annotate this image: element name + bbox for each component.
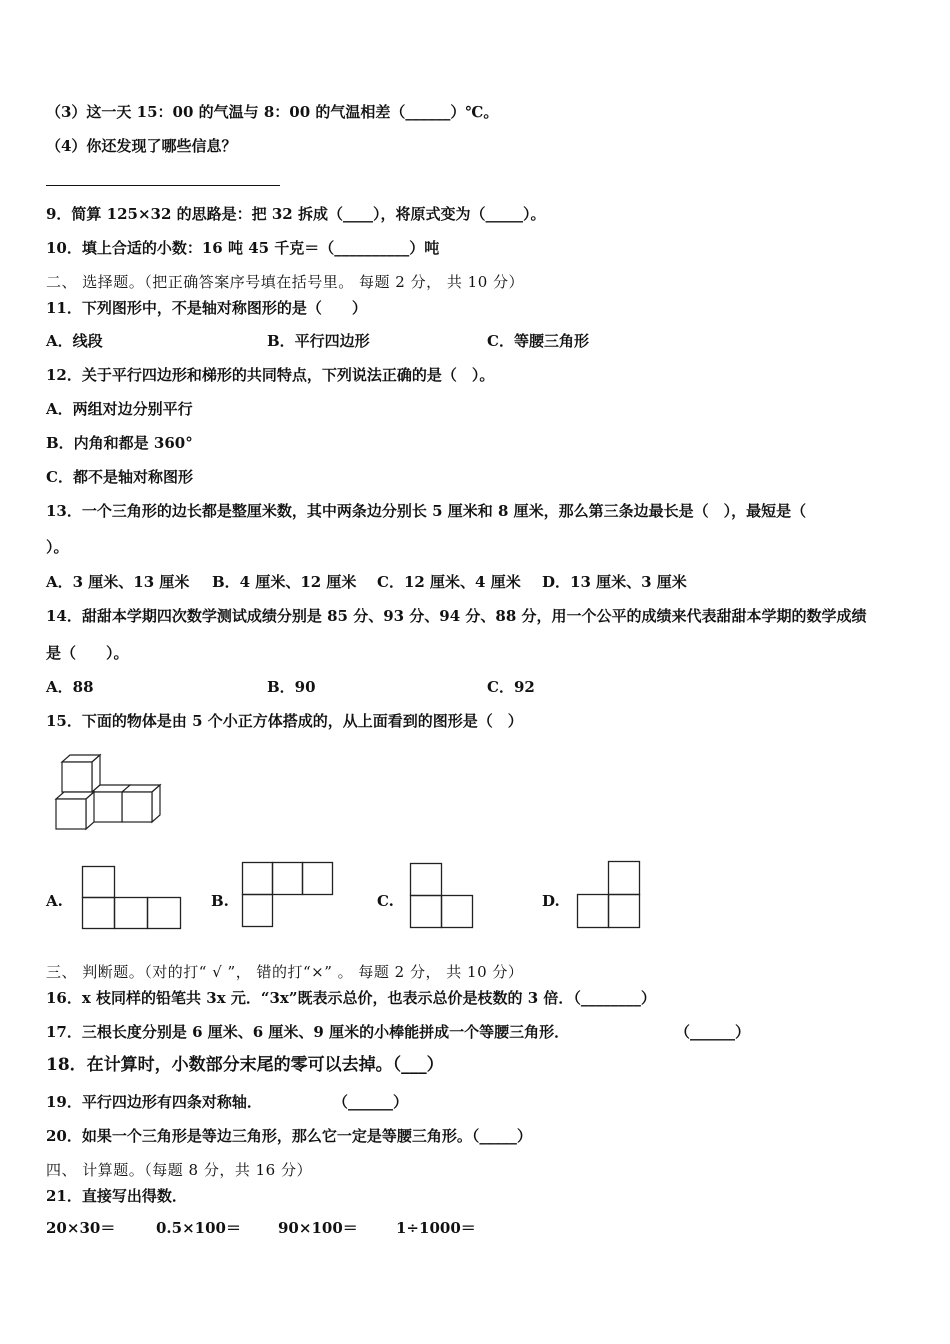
q15-option-b-label: B. bbox=[211, 892, 229, 910]
q21-item-1: 20×30＝ bbox=[46, 1219, 116, 1237]
q19-answer-blank: （______） bbox=[333, 1093, 409, 1111]
q21-item-2: 0.5×100＝ bbox=[156, 1219, 241, 1237]
cube-stack-figure bbox=[50, 752, 165, 832]
q15-option-d-label: D. bbox=[542, 892, 560, 910]
question-14-cont: 是（ ）。 bbox=[46, 644, 129, 662]
question-13: 13．一个三角形的边长都是整厘米数，其中两条边分别长 5 厘米和 8 厘米，那么第三条边最长是（ ），最短是（ bbox=[46, 502, 807, 520]
q8-part4: （4）你还发现了哪些信息？ bbox=[46, 137, 237, 155]
question-15: 15．下面的物体是由 5 个小正方体搭成的，从上面看到的图形是（ ） bbox=[46, 712, 523, 730]
q11-option-a: A．线段 bbox=[46, 332, 103, 350]
q15-option-b-figure bbox=[242, 862, 334, 928]
q14-option-c: C．92 bbox=[487, 678, 535, 696]
q11-option-b: B．平行四边形 bbox=[267, 332, 370, 350]
q15-option-a-label: A. bbox=[46, 892, 63, 910]
q21-item-3: 90×100＝ bbox=[278, 1219, 358, 1237]
section-2-heading: 二、 选择题。（把正确答案序号填在括号里。 每题 2 分， 共 10 分） bbox=[46, 273, 525, 291]
q13-option-c: C．12 厘米、4 厘米 bbox=[377, 573, 521, 591]
q8-part3: （3）这一天 15：00 的气温与 8：00 的气温相差（______）℃。 bbox=[46, 103, 499, 121]
question-16: 16．x 枝同样的铅笔共 3x 元．“3x”既表示总价，也表示总价是枝数的 3 倍．（________） bbox=[46, 989, 656, 1007]
q13-option-b: B．4 厘米、12 厘米 bbox=[212, 573, 357, 591]
q12-option-c: C．都不是轴对称图形 bbox=[46, 468, 193, 486]
q12-option-b: B．内角和都是 360° bbox=[46, 434, 193, 452]
q14-option-a: A．88 bbox=[46, 678, 94, 696]
question-20: 20．如果一个三角形是等边三角形，那么它一定是等腰三角形。（_____） bbox=[46, 1127, 532, 1145]
q15-option-c-figure bbox=[410, 863, 476, 929]
question-12: 12．关于平行四边形和梯形的共同特点，下列说法正确的是（ ）。 bbox=[46, 366, 495, 384]
question-19: 19．平行四边形有四条对称轴． bbox=[46, 1093, 262, 1111]
q12-option-a: A．两组对边分别平行 bbox=[46, 400, 193, 418]
question-11: 11．下列图形中，不是轴对称图形的是（ ） bbox=[46, 299, 367, 317]
q13-option-d: D．13 厘米、3 厘米 bbox=[542, 573, 687, 591]
question-13-cont: ）。 bbox=[46, 538, 69, 556]
q15-option-a-figure bbox=[82, 866, 182, 930]
section-4-heading: 四、 计算题。（每题 8 分，共 16 分） bbox=[46, 1161, 312, 1179]
question-10: 10．填上合适的小数：16 吨 45 千克＝（__________）吨 bbox=[46, 239, 440, 257]
q21-item-4: 1÷1000＝ bbox=[396, 1219, 476, 1237]
q17-answer-blank: （______） bbox=[675, 1023, 751, 1041]
q15-option-d-figure bbox=[577, 861, 641, 929]
q13-option-a: A．3 厘米、13 厘米 bbox=[46, 573, 190, 591]
answer-line bbox=[46, 185, 280, 186]
question-18: 18．在计算时，小数部分末尾的零可以去掉。（___） bbox=[46, 1055, 444, 1075]
q11-option-c: C．等腰三角形 bbox=[487, 332, 589, 350]
question-21: 21．直接写出得数． bbox=[46, 1187, 187, 1205]
section-3-heading: 三、 判断题。（对的打“ √ ”， 错的打“×” 。 每题 2 分， 共 10 分） bbox=[46, 963, 524, 981]
question-17: 17．三根长度分别是 6 厘米、6 厘米、9 厘米的小棒能拼成一个等腰三角形． bbox=[46, 1023, 570, 1041]
q15-option-c-label: C. bbox=[377, 892, 394, 910]
q14-option-b: B．90 bbox=[267, 678, 316, 696]
question-9: 9．简算 125×32 的思路是：把 32 拆成（____），将原式变为（_____）。 bbox=[46, 205, 546, 223]
question-14: 14．甜甜本学期四次数学测试成绩分别是 85 分、93 分、94 分、88 分，用一个公平的成绩来代表甜甜本学期的数学成绩 bbox=[46, 607, 867, 625]
